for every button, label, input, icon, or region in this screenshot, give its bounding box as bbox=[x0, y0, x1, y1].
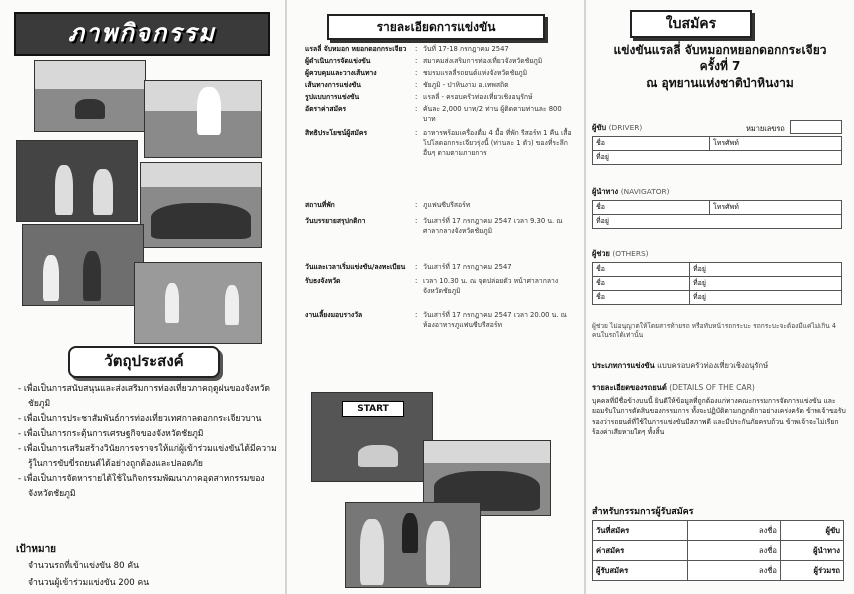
objective-item: - เพื่อเป็นการกระตุ้นการเศรษฐกิจของจังหวัดชัยภูมิ bbox=[28, 427, 280, 442]
target-item: จำนวนผู้เข้าร่วมแข่งขัน 200 คน bbox=[28, 578, 150, 588]
activities-title: ภาพกิจกรรม bbox=[68, 19, 216, 47]
detail-key: รูปแบบการแข่งขัน bbox=[305, 93, 360, 101]
navigator-address-field[interactable]: ที่อยู่ bbox=[593, 215, 842, 229]
right-panel bbox=[586, 0, 854, 594]
details-banner bbox=[327, 14, 545, 40]
photo-trophy bbox=[345, 502, 481, 588]
photo-field bbox=[134, 262, 262, 344]
detail-value: สมาคมส่งเสริมการท่องเที่ยวจังหวัดชัยภูมิ bbox=[423, 57, 543, 65]
driver-label: ผู้ขับ (DRIVER) bbox=[592, 123, 643, 132]
driver-name-field[interactable]: ชื่อ bbox=[593, 137, 710, 151]
detail-key: งานเลี้ยงมอบรางวัล bbox=[305, 311, 363, 319]
detail-value: วันเสาร์ที่ 17 กรกฎาคม 2547 bbox=[423, 263, 512, 271]
objective-item: - เพื่อเป็นการประชาสัมพันธ์การท่องเที่ยวเทศกาลดอกกระเจียวบาน bbox=[28, 412, 280, 427]
car-details-en: (DETAILS OF THE CAR) bbox=[669, 383, 755, 392]
car-details-label: รายละเอียดของรถยนต์ bbox=[592, 383, 667, 392]
objectives-list bbox=[14, 382, 280, 502]
official-cell[interactable]: ผู้นำทาง bbox=[781, 541, 844, 561]
detail-value: แรลลี่ - ครอบครัวท่องเที่ยวเชิงอนุรักษ์ bbox=[423, 93, 533, 101]
official-cell[interactable]: ค่าสมัคร bbox=[593, 541, 688, 561]
official-cell[interactable]: ลงชื่อ bbox=[688, 521, 781, 541]
detail-key: ผู้ดำเนินการจัดแข่งขัน bbox=[305, 57, 371, 65]
event-title-line1: แข่งขันแรลลี่ จับหมอกหยอกดอกกระเจียว bbox=[613, 43, 827, 57]
navigator-phone-field[interactable]: โทรศัพท์ bbox=[710, 201, 842, 215]
photo-stage bbox=[16, 140, 138, 222]
photo-crowd bbox=[140, 162, 262, 248]
official-cell[interactable]: ลงชื่อ bbox=[688, 541, 781, 561]
target-item: จำนวนรถที่เข้าแข่งขัน 80 คัน bbox=[28, 561, 139, 571]
driver-form bbox=[592, 136, 842, 165]
category-value: แบบครอบครัวท่องเที่ยวเชิงอนุรักษ์ bbox=[657, 361, 769, 370]
start-sign: START bbox=[342, 401, 404, 417]
others-note: ผู้ช่วย ไม่อนุญาตให้โดยสารท้ายรถ หรือทับหน้ารถกระบะ รถกระบะจะต้องมีแค่ไม่เกิน 4 คนในรถได้เท่านั้น bbox=[592, 322, 837, 339]
photo-start-gate bbox=[311, 392, 433, 482]
official-form bbox=[592, 520, 844, 581]
detail-key: อัตราค่าสมัคร bbox=[305, 105, 347, 113]
other-name-field[interactable]: ชื่อ bbox=[593, 291, 690, 305]
objectives-title: วัตถุประสงค์ bbox=[104, 352, 184, 370]
left-panel bbox=[0, 0, 285, 594]
official-cell[interactable]: ผู้ขับ bbox=[781, 521, 844, 541]
application-title: ใบสมัคร bbox=[665, 16, 717, 32]
detail-key: รับธงจังหวัด bbox=[305, 277, 341, 285]
event-title bbox=[586, 42, 854, 92]
detail-value: เวลา 10.30 น. ณ จุดปล่อยตัว หน้าศาลากลางจังหวัดชัยภูมิ bbox=[423, 277, 559, 295]
detail-value: อาหารพร้อมเครื่องดื่ม 4 มื้อ ที่พัก รีสอร์ท 1 คืน เสื้อโปโลดอกกระเจียวรุ่งนี้ (ท่านละ 1 ตัว) ของที่ระลึกอื่นๆ ตามตามภายการ bbox=[423, 129, 572, 157]
detail-key: สถานที่พัก bbox=[305, 201, 335, 209]
activities-banner bbox=[14, 12, 270, 56]
detail-value: ชมรมแรลลี่รถยนต์แห่งจังหวัดชัยภูมิ bbox=[423, 69, 528, 77]
photo-visitors bbox=[22, 224, 144, 306]
details-title: รายละเอียดการแข่งขัน bbox=[376, 20, 496, 34]
detail-key: สิทธิประโยชน์ผู้สมัคร bbox=[305, 129, 368, 137]
objective-item: - เพื่อเป็นการจัดหารายได้ใช้ในกิจกรรมพัฒนาภาคอุตสาหกรรมของจังหวัดชัยภูมิ bbox=[28, 472, 280, 502]
target-title: เป้าหมาย bbox=[16, 544, 57, 555]
official-cell[interactable]: วันที่สมัคร bbox=[593, 521, 688, 541]
navigator-name-field[interactable]: ชื่อ bbox=[593, 201, 710, 215]
navigator-form bbox=[592, 200, 842, 229]
terms-text: บุคคลที่มีชื่อข้างบนนี้ ยินดีให้ข้อมูลที่ถูกต้องแก่ทางคณะกรรมการจัดการแข่งขัน และยอมรับในการตัดสินของกรรมการ ทั้งจะปฏิบัติตามกฎกติกาอย่างเคร่งครัด ข้าพเจ้าขอรับรองว่ารถยนต์ที่ใช้ในการแข่งขันมีสภาพดี และมีประกันภัยครบถ้วน ข้าพเจ้าจะไม่เรียกร้องค่าเสียหายใดๆ ทั้งสิ้น bbox=[592, 397, 846, 437]
official-cell[interactable]: ลงชื่อ bbox=[688, 561, 781, 581]
official-title: สำหรับกรรมการผู้รับสมัคร bbox=[592, 507, 694, 517]
category-label: ประเภทการแข่งขัน bbox=[592, 361, 655, 370]
event-title-line3: ณ อุทยานแห่งชาติป่าหินงาม bbox=[646, 76, 794, 90]
car-details-line bbox=[592, 382, 755, 394]
event-title-line2: ครั้งที่ 7 bbox=[699, 59, 741, 73]
detail-value: ชัยภูมิ - ป่าหินงาม อ.เทพสถิต bbox=[423, 81, 509, 89]
official-cell[interactable]: ผู้รับสมัคร bbox=[593, 561, 688, 581]
detail-value: วันเสาร์ที่ 17 กรกฎาคม 2547 เวลา 20.00 น. ณ ห้องอาหารภูแฟนซีบรีสอร์ท bbox=[423, 311, 567, 329]
photo-parade bbox=[34, 60, 146, 132]
navigator-label: ผู้นำทาง (NAVIGATOR) bbox=[592, 187, 670, 196]
detail-key: วันบรรยายสรุปกติกา bbox=[305, 217, 366, 225]
detail-key: ผู้ควบคุมและวางเส้นทาง bbox=[305, 69, 377, 77]
detail-key: เส้นทางการแข่งขัน bbox=[305, 81, 361, 89]
car-number-label: หมายเลขรถ bbox=[746, 124, 785, 133]
driver-address-field[interactable]: ที่อยู่ bbox=[593, 151, 842, 165]
objectives-banner bbox=[68, 346, 220, 378]
other-address-field[interactable]: ที่อยู่ bbox=[690, 263, 842, 277]
official-cell[interactable]: ผู้ร่วมรถ bbox=[781, 561, 844, 581]
detail-value: วันเสาร์ที่ 17 กรกฎาคม 2547 เวลา 9.30 น. ณ ศาลากลางจังหวัดชัยภูมิ bbox=[423, 217, 563, 235]
detail-value: ภูแฟนซีบรีสอร์ท bbox=[423, 201, 471, 209]
category-line bbox=[592, 360, 768, 372]
driver-phone-field[interactable]: โทรศัพท์ bbox=[710, 137, 842, 151]
others-form bbox=[592, 262, 842, 305]
objective-item: - เพื่อเป็นการเสริมสร้างวินัยการจราจรให้แก่ผู้เข้าร่วมแข่งขันได้มีความรู้ในการขับขี่รถยนต์ได้อย่างถูกต้องและปลอดภัย bbox=[28, 442, 280, 472]
car-number-field[interactable] bbox=[790, 120, 842, 134]
detail-value: คันละ 2,000 บาท/2 ท่าน ผู้ติดตามท่านละ 800 บาท bbox=[423, 105, 562, 123]
other-address-field[interactable]: ที่อยู่ bbox=[690, 291, 842, 305]
other-name-field[interactable]: ชื่อ bbox=[593, 263, 690, 277]
detail-key: วันและเวลาเริ่มแข่งขัน/ลงทะเบียน bbox=[305, 263, 406, 271]
other-address-field[interactable]: ที่อยู่ bbox=[690, 277, 842, 291]
others-label: ผู้ช่วย (OTHERS) bbox=[592, 249, 649, 258]
other-name-field[interactable]: ชื่อ bbox=[593, 277, 690, 291]
middle-panel: รายละเอียดการแข่งขัน แรลลี่ จับหมอก หยอกดอกกระเจียว : วันที่ 17-18 กรกฎาคม 2547 ผู้ดำเนินการจัดแข่งขัน : สมาคมส่งเสริมการท่องเที่ยวจังหวัดชัยภูมิ ผู้ควบคุมและวางเส้นทาง : ชมรมแรลลี่รถยนต์แห่งจังหวัดชัยภูมิ เส้นทางการแข่งขัน : ชัยภูมิ - ป่าหินงาม อ.เทพสถิต รูปแบบการแข่งขัน : แรลลี่ - ครอบครัวท่องเที่ยวเชิงอนุรักษ์ อัตราค่าสมัคร : คันละ 2,000 บาท/2 ท่าน ผู้ติดตามท่านละ 800 บาท สิทธิประโยชน์ผู้สมัคร : อาหารพร้อมเครื่องดื่ม 4 มื้อ ที่พัก รีสอร์ท 1 คืน เสื้อโปโลดอกกระเจียวรุ่งนี้ (ท่านละ 1 ตัว) ของที่ระลึกอื่นๆ ตามตามภายการ สถานที่พัก : ภูแฟนซีบรีสอร์ท วันบรรยายสรุปกติกา : วันเสาร์ที่ 17 กรกฎาคม 2547 เวลา 9.30 น. ณ ศาลากลางจังหวัดชัยภูมิ วันและเวลาเริ่มแข่งขัน/ลงทะเบียน : วันเสาร์ที่ 17 กรกฎาคม 2547 รับธงจังหวัด : เวลา 10.30 น. ณ จุดปล่อยตัว หน้าศาลากลางจังหวัดชัยภูมิ งานเลี้ยงมอบรางวัล : วันเสาร์ที่ 17 กรกฎาคม 2547 เวลา 20.00 น. ณ ห้องอาหารภูแฟนซีบรีสอร์ท START bbox=[287, 0, 584, 594]
photo-flowers bbox=[144, 80, 262, 158]
objective-item: - เพื่อเป็นการสนับสนุนและส่งเสริมการท่องเที่ยวภาคฤดูฝนของจังหวัดชัยภูมิ bbox=[28, 382, 280, 412]
detail-value: วันที่ 17-18 กรกฎาคม 2547 bbox=[423, 45, 509, 53]
application-banner bbox=[630, 10, 752, 38]
detail-key: แรลลี่ จับหมอก หยอกดอกกระเจียว bbox=[305, 45, 407, 53]
